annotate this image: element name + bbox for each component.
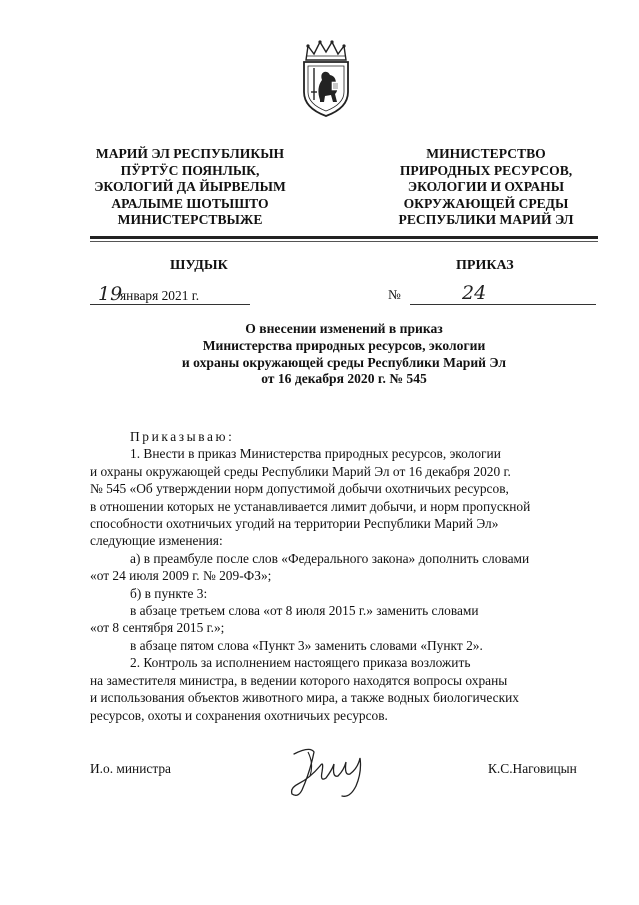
doc-type-mari: ШУДЫК <box>170 258 228 273</box>
document-title <box>100 321 588 388</box>
body-line: и охраны окружающей среды Республики Марий Эл от 16 декабря 2020 г. <box>90 463 511 479</box>
paragraph-a <box>90 550 596 585</box>
signatory-name: К.С.Наговицын <box>488 761 577 776</box>
signatory-position: И.о. министра <box>90 761 171 776</box>
paragraph-b2: в абзаце пятом слова «Пункт 3» заменить словами «Пункт 2». <box>130 637 483 653</box>
header-right-line: ЭКОЛОГИИ И ОХРАНЫ <box>407 179 565 194</box>
header-left-ministry-mari <box>70 146 310 229</box>
date-month-year: января 2021 г. <box>120 288 200 303</box>
title-line: О внесении изменений в приказ <box>245 321 443 336</box>
header-right-line: МИНИСТЕРСТВО <box>426 146 546 161</box>
body-line: на заместителя министра, в ведении которого находятся вопросы охраны <box>90 672 508 688</box>
header-divider-thin <box>90 241 598 242</box>
paragraph-b1 <box>90 602 596 637</box>
header-left-line: АРАЛЫМЕ ШОТЫШТО <box>111 195 269 211</box>
title-line: и охраны окружающей среды Республики Марий Эл <box>181 354 507 370</box>
document-body <box>90 428 596 724</box>
header-right-line: ПРИРОДНЫХ РЕСУРСОВ, <box>399 162 573 178</box>
header-right-ministry-russian <box>370 146 602 229</box>
number-label: № <box>388 287 401 302</box>
doc-type-russian: ПРИКАЗ <box>456 258 514 273</box>
body-line: способности охотничьих угодий на территории Республики Марий Эл» <box>90 516 499 532</box>
date-field <box>90 285 250 307</box>
header-right-line: РЕСПУБЛИКИ МАРИЙ ЭЛ <box>398 212 574 227</box>
header-divider-thick <box>90 236 598 239</box>
body-line: в абзаце третьем слова «от 8 июля 2015 г.» заменить словами <box>130 603 479 619</box>
body-line: 1. Внести в приказ Министерства природных ресурсов, экологии <box>130 446 501 462</box>
body-line: № 545 «Об утверждении норм допустимой добычи охотничьих ресурсов, <box>90 481 509 497</box>
header-right-line: ОКРУЖАЮЩЕЙ СРЕДЫ <box>403 195 569 211</box>
body-line: и использования объектов животного мира, а также водных биологических <box>90 690 519 706</box>
body-line: а) в преамбуле после слов «Федерального закона» дополнить словами <box>130 550 530 566</box>
date-underline <box>90 304 250 305</box>
title-line: от 16 декабря 2020 г. № 545 <box>261 371 427 387</box>
header-left-line: ЭКОЛОГИЙ ДА ЙЫРВЕЛЫМ <box>94 179 286 194</box>
handwritten-signature-icon <box>280 742 390 802</box>
title-line: Министерства природных ресурсов, экологии <box>202 337 486 353</box>
body-line: «от 8 сентября 2015 г.»; <box>90 620 225 636</box>
orders-heading: Приказываю: <box>130 429 235 444</box>
body-line: «от 24 июля 2009 г. № 209-ФЗ»; <box>90 568 272 584</box>
number-field <box>410 282 596 307</box>
header-left-line: ПӰРТӰС ПОЯНЛЫК, <box>120 162 260 178</box>
header-left-line: МИНИСТЕРСТВЫЖЕ <box>117 212 263 227</box>
date-day-handwritten: 19 <box>98 283 123 305</box>
body-line: следующие изменения: <box>90 533 223 549</box>
paragraph-2 <box>90 654 596 724</box>
paragraph-b: б) в пункте 3: <box>130 585 208 601</box>
header-left-line: МАРИЙ ЭЛ РЕСПУБЛИКЫН <box>95 146 285 161</box>
number-handwritten: 24 <box>462 282 487 304</box>
paragraph-1 <box>90 445 596 549</box>
coat-of-arms-icon <box>296 38 356 118</box>
body-line: ресурсов, охоты и сохранения охотничьих ресурсов. <box>90 707 388 723</box>
body-line: в отношении которых не устанавливается лимит добычи, и норм пропускной <box>90 498 531 514</box>
body-line: 2. Контроль за исполнением настоящего приказа возложить <box>130 655 471 671</box>
number-underline <box>410 304 596 305</box>
